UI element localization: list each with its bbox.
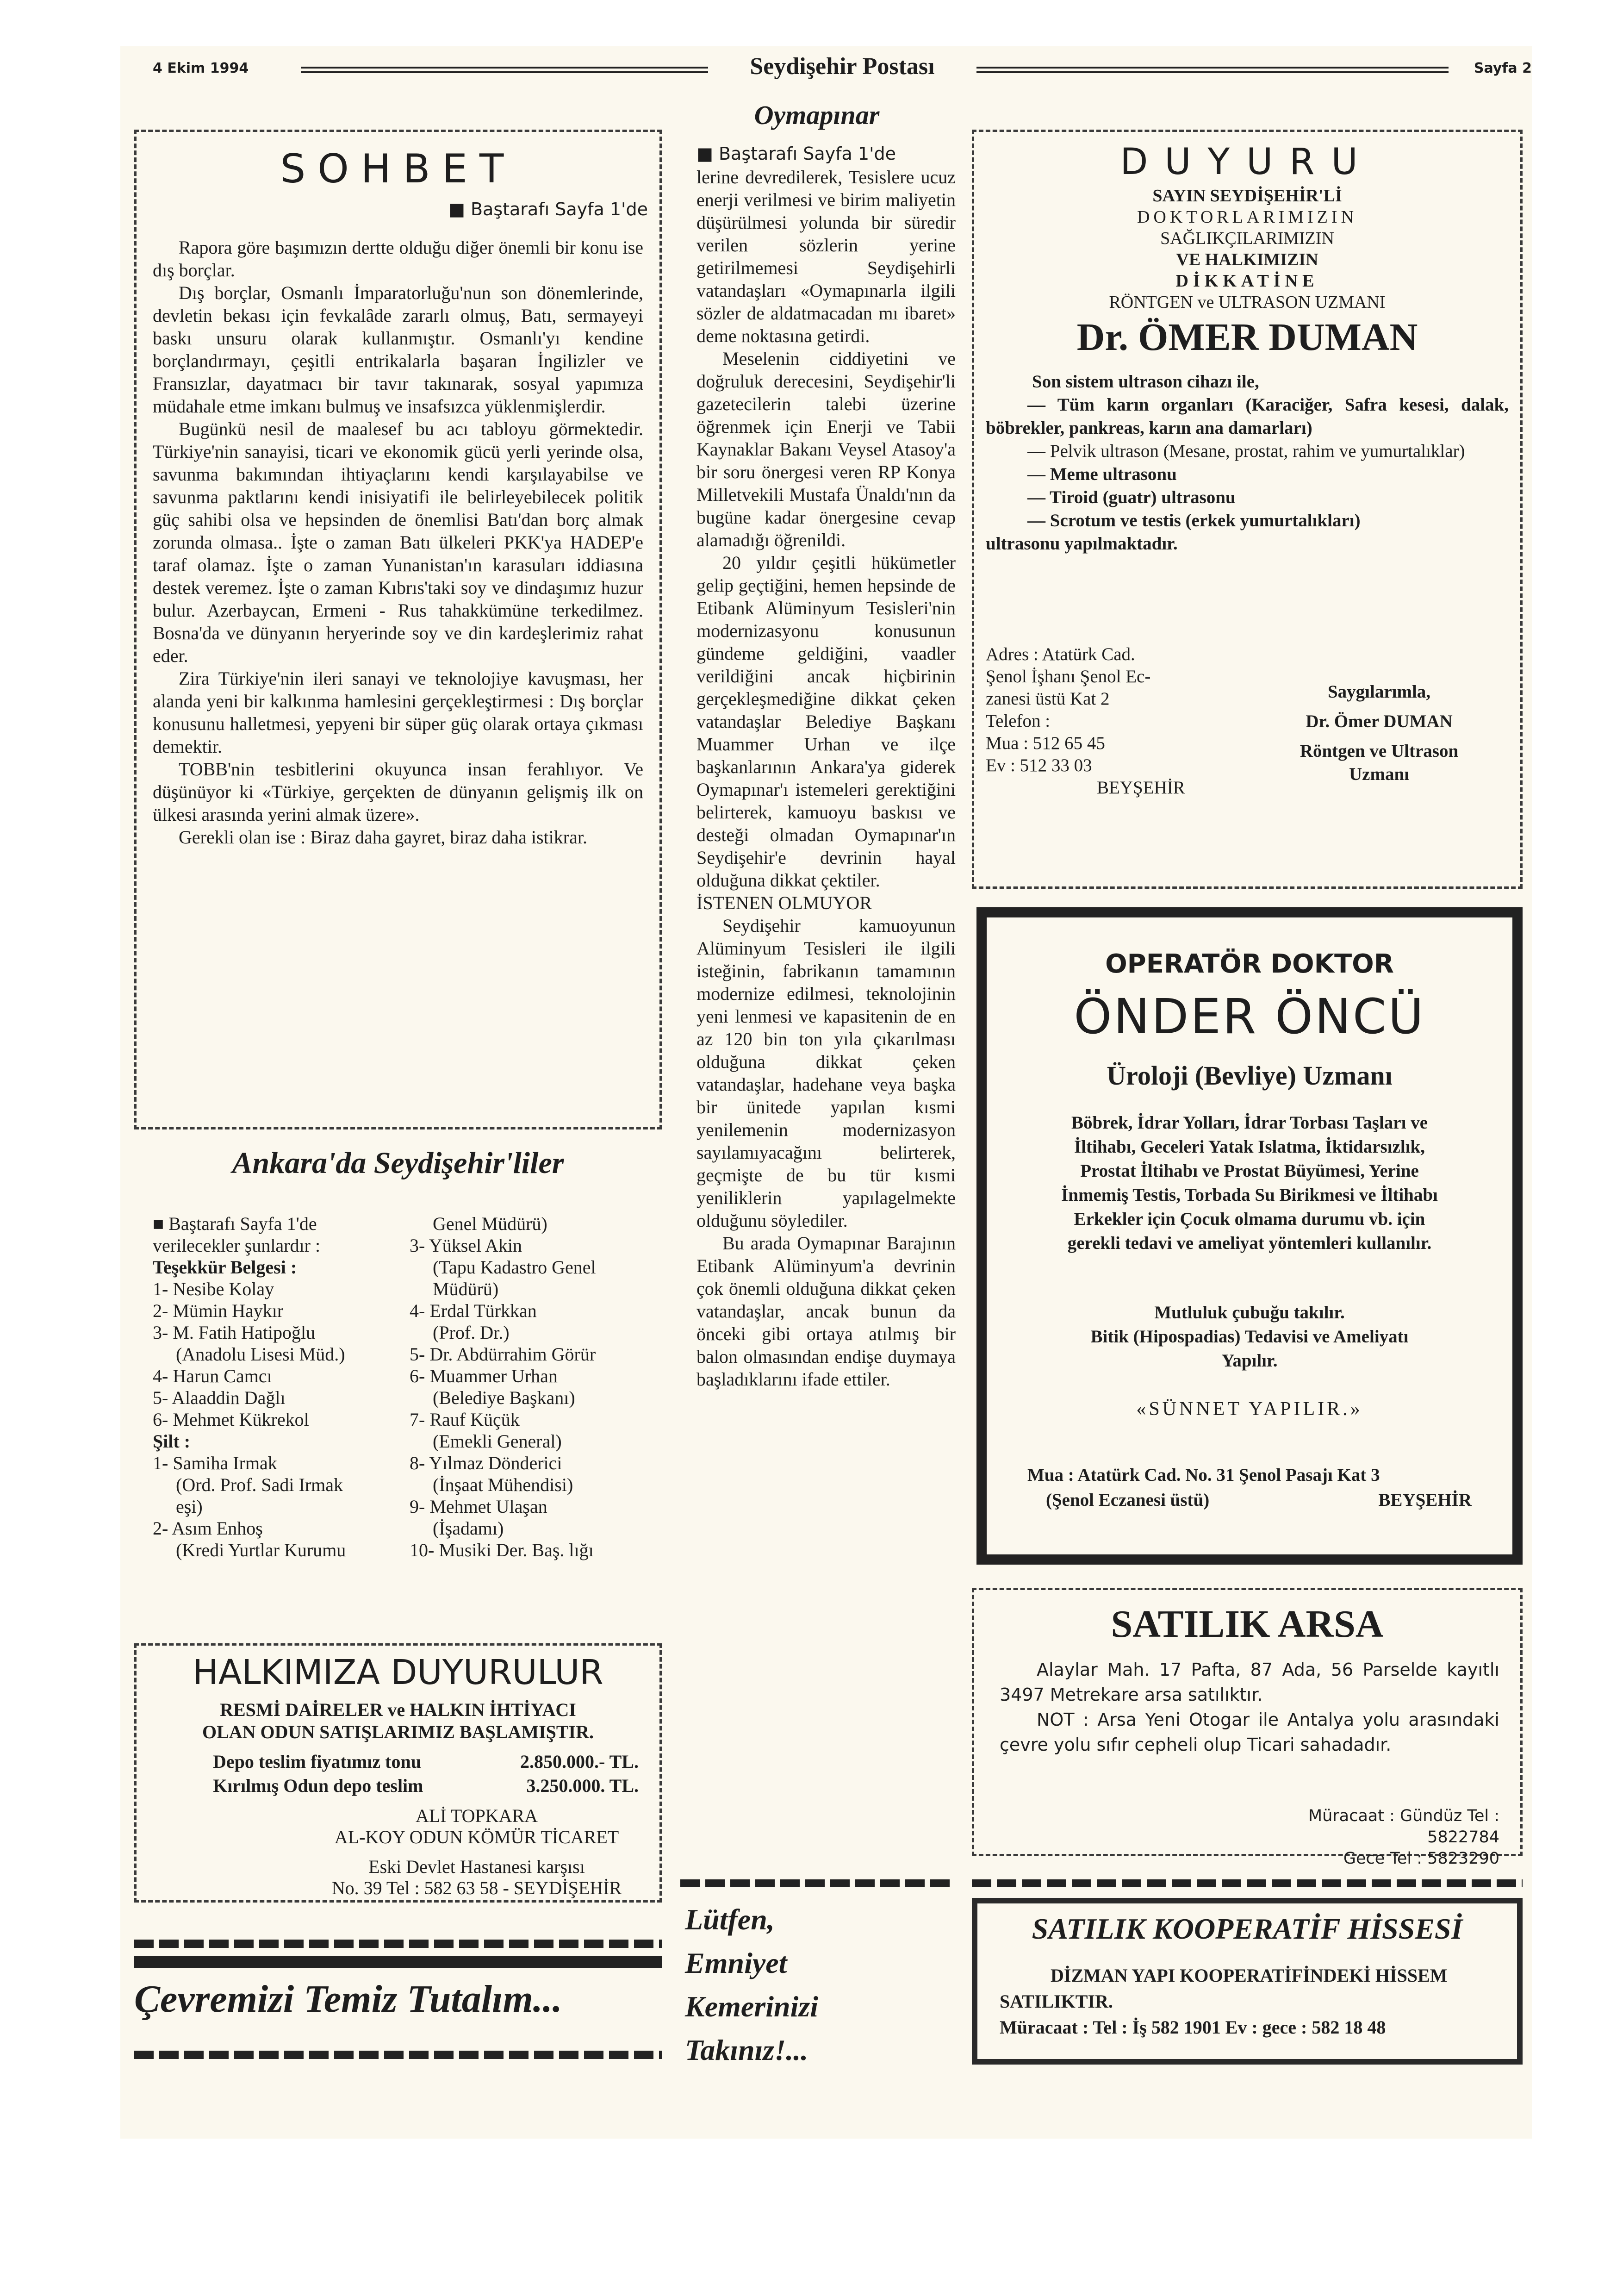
ankara-line: verilecekler şunlardır : (153, 1235, 321, 1256)
slogan-line: Kemerinizi (685, 1990, 819, 2023)
sohbet-paragraph: Zira Türkiye'nin ileri sanayi ve teknolojiye kavuşması, her alanda yeni bir kalkınma hamlesini gerçekleştirmesi : Dış borçlar konusunu halletmesi, yepyeni bir süper güç olarak ortaya çıkması demektir. (153, 668, 643, 757)
koop-line: DİZMAN YAPI KOOPERATİFİNDEKİ HİSSEM (1051, 1965, 1448, 1986)
sohbet-title: SOHBET (280, 146, 516, 192)
duyuru-address (986, 643, 1236, 799)
ankara-line: 5- Dr. Abdürrahim Görür (410, 1344, 596, 1365)
price-value: 3.250.000. TL. (526, 1775, 639, 1796)
onder-address-line: (Şenol Eczanesi üstü) (1046, 1490, 1210, 1510)
ankara-line: (Tapu Kadastro Genel (433, 1257, 596, 1278)
service-item: — Tiroid (guatr) ultrasonu (1027, 487, 1236, 507)
koop-body (1000, 1963, 1509, 2040)
signature-line: Röntgen ve Ultrason (1300, 741, 1459, 761)
address-line: Mua : 512 65 45 (986, 733, 1105, 753)
duyuru-title: DUYURU (1120, 141, 1374, 183)
masthead-rule-left (301, 67, 708, 73)
service-item: — Pelvik ultrason (Mesane, prostat, rahim ve yumurtalıklar) (1027, 441, 1465, 461)
oymapinar-continued: ■ Baştarafı Sayfa 1'de (696, 144, 896, 164)
signature-line: Saygılarımla, (1327, 682, 1431, 702)
ankara-line: 1- Nesibe Kolay (153, 1279, 274, 1299)
halkimiza-title: HALKIMIZA DUYURULUR (193, 1653, 603, 1692)
ankara-line: 9- Mehmet Ulaşan (410, 1496, 547, 1517)
slogan-line: Takınız!... (685, 2034, 808, 2066)
price-label: Kırılmış Odun depo teslim (213, 1775, 423, 1796)
arsa-contact-line: Gece Tel : 5823290 (1343, 1849, 1499, 1868)
address-city: BEYŞEHİR (1097, 778, 1185, 798)
ankara-line: 3- Yüksel Akin (410, 1235, 522, 1256)
address-line: Adres : Atatürk Cad. (986, 644, 1135, 664)
onder-address-line: Mua : Atatürk Cad. No. 31 Şenol Pasajı Kat 3 (1027, 1465, 1380, 1485)
treatment-line: İnmemiş Testis, Torbada Su Birikmesi ve İltihabı (1061, 1185, 1438, 1205)
sohbet-continued: ■ Baştarafı Sayfa 1'de (448, 199, 648, 219)
duyuru-line: VE HALKIMIZIN (1176, 250, 1318, 269)
oymapinar-paragraph: 20 yıldır çeşitli hükümetler gelip geçtiğini, hemen hepsinde de Etibank Alüminyum Tesisleri'nin modernizasyonu konusunun gündeme geldiğini, vaadler verildiğini ancak hiçbirinin gerçekleşmediğine dikkat çeken vatandaşlar Belediye Başkanı Muammer Urhan ve ilçe başkanlarının Ankara'ya giderek Oymapınar'ı istemeleri gerektiğini belirterek, kamuoyu baskısı ve desteği olmadan Oymapınar'ın Seydişehir'e devrinin hayal olduğuna dikkat çektiler. (696, 552, 956, 891)
ankara-line: Teşekkür Belgesi : (153, 1257, 297, 1278)
service-item: — Scrotum ve testis (erkek yumurtalıkları) (1027, 511, 1361, 530)
doctor-name: Dr. ÖMER DUMAN (1076, 316, 1418, 359)
ankara-line: 6- Mehmet Kükrekol (153, 1409, 309, 1430)
cevre-rule-mid (134, 1956, 662, 1968)
ankara-line: 1- Samiha Irmak (153, 1453, 277, 1473)
cevre-rule-top (134, 1940, 662, 1948)
seller-line: Eski Devlet Hastanesi karşısı (368, 1856, 585, 1877)
sohbet-paragraph: TOBB'nin tesbitlerini okuyunca insan ferahlıyor. Ve düşünüyor ki «Türkiye, gerçekten de dünyanın gelişmiş ilk on ülkesi arasında yerini almak üzere». (153, 759, 643, 825)
seller-line: No. 39 Tel : 582 63 58 - SEYDİŞEHİR (331, 1878, 622, 1898)
koop-title: SATILIK KOOPERATİF HİSSESİ (1032, 1912, 1463, 1945)
ankara-line: ■ Baştarafı Sayfa 1'de (153, 1213, 317, 1234)
ankara-line: 6- Muammer Urhan (410, 1366, 558, 1386)
ankara-line: Şilt : (153, 1431, 191, 1452)
ankara-title: Ankara'da Seydişehir'liler (232, 1146, 564, 1180)
onder-title: OPERATÖR DOKTOR (1105, 949, 1394, 979)
ankara-line: (İnşaat Mühendisi) (433, 1474, 573, 1495)
oymapinar-paragraph: lerine devredilerek, Tesislere ucuz enerji verilmesi ve birim maliyetin düşürülmesi yolunda bir süredir verilen sözlerin yerine getirilmemesi Seydişehirli vatandaşları «Oymapınarla ilgili sözler de aldatmacadan mı ibaret» deme noktasına getirdi. (696, 167, 956, 346)
treatment-line: Prostat İltihabı ve Prostat Büyümesi, Yerine (1080, 1161, 1419, 1181)
sunnet-text: «SÜNNET YAPILIR.» (1136, 1398, 1363, 1420)
halkimiza-sub-line: RESMİ DAİRELER ve HALKIN İHTİYACI (220, 1699, 576, 1720)
extra-line: Bitik (Hipospadias) Tedavisi ve Ameliyatı (1090, 1327, 1409, 1347)
ankara-line: 7- Rauf Küçük (410, 1409, 520, 1430)
address-line: zanesi üstü Kat 2 (986, 689, 1110, 709)
arsa-contact (1231, 1805, 1499, 1869)
signature-line: Dr. Ömer DUMAN (1306, 711, 1453, 731)
treatment-line: gerekli tedavi ve ameliyat yöntemleri kullanılır. (1067, 1233, 1432, 1253)
price-label: Depo teslim fiyatımız tonu (213, 1751, 421, 1772)
duyuru-signature (1250, 680, 1509, 786)
ankara-line: 8- Yılmaz Dönderici (410, 1453, 562, 1473)
sohbet-body (153, 236, 643, 849)
extra-line: Mutluluk çubuğu takılır. (1154, 1303, 1345, 1323)
treatment-line: İltihabı, Geceleri Yatak Islatma, İktidarsızlık, (1074, 1137, 1425, 1157)
oymapinar-paragraph: Bu arada Oymapınar Barajının Etibank Alüminyum'a devrinin çok önemli olduğuna dikkat çeken vatandaşlar, ancak bunun da önceki gibi ortaya atılmış bir balon olmasından endişe duymaya başladıklarını ifade ettiler. (696, 1233, 956, 1390)
ankara-line: 2- Asım Enhoş (153, 1518, 263, 1539)
masthead-rule-right (976, 67, 1449, 73)
ankara-left-column (153, 1213, 396, 1561)
ankara-body (153, 1213, 653, 1561)
address-line: Ev : 512 33 03 (986, 755, 1092, 775)
emniyet-rule-top (680, 1879, 953, 1887)
ankara-line: (Prof. Dr.) (433, 1322, 510, 1343)
oymapinar-paragraph: Seydişehir kamuoyunun Alüminyum Tesisleri ile ilgili isteğinin, fabrikanın tamamının modernize edilmesi, teknolojinin yeni lenmesi ve kapasitenin de en az 120 bin ton yıla çıkarılması olduğuna dikkat çeken vatandaşlar, hadehane veya başka bir ünitede yapılan kısmi yenilemenin modernizasyon sayılamıyacağını belirterek, geçmişte de bu tür kısmi yeniliklerin yapılagelmekte olduğunu söylediler. (696, 915, 956, 1231)
sohbet-cont-label: Baştarafı Sayfa 1'de (470, 199, 648, 219)
halkimiza-sub-line: OLAN ODUN SATIŞLARIMIZ BAŞLAMIŞTIR. (202, 1722, 594, 1742)
treatment-line: Erkekler için Çocuk olmama durumu vb. için (1074, 1209, 1425, 1229)
seller-line: AL-KOY ODUN KÖMÜR TİCARET (334, 1827, 619, 1847)
sohbet-paragraph: Rapora göre başımızın dertte olduğu diğer önemli bir konu ise dış borçlar. (153, 237, 643, 281)
slogan-emniyet (685, 1898, 953, 2072)
ankara-right-column (396, 1213, 653, 1561)
slogan-line: Lütfen, (685, 1903, 775, 1936)
oymapinar-title: Oymapınar (754, 100, 880, 130)
halkimiza-sub (139, 1699, 657, 1743)
onder-extra (990, 1301, 1509, 1373)
ankara-line: (Kredi Yurtlar Kurumu (176, 1540, 346, 1560)
seller-line: ALİ TOPKARA (415, 1805, 538, 1826)
ankara-line: (Ord. Prof. Sadi Irmak (176, 1474, 343, 1495)
arsa-contact-line: Müracaat : Gündüz Tel : 5822784 (1308, 1807, 1499, 1847)
koop-line: Müracaat : Tel : İş 582 1901 Ev : gece : 582 18 48 (1000, 2017, 1386, 2038)
signature-line: Uzmanı (1349, 764, 1409, 784)
ankara-line: 4- Harun Camcı (153, 1366, 272, 1386)
duyuru-services (986, 370, 1509, 555)
ankara-line: Genel Müdürü) (433, 1213, 547, 1234)
ankara-line: 5- Alaaddin Dağlı (153, 1387, 286, 1408)
ankara-line: (İşadamı) (433, 1518, 504, 1539)
duyuru-outro: ultrasonu yapılmaktadır. (986, 534, 1178, 554)
duyuru-line: DOKTORLARIMIZIN (1137, 207, 1358, 227)
ankara-line: eşi) (176, 1496, 203, 1517)
extra-line: Yapılır. (1221, 1351, 1278, 1371)
duyuru-line: RÖNTGEN ve ULTRASON UZMANI (1109, 293, 1386, 312)
ankara-line: 3- M. Fatih Hatipoğlu (153, 1322, 316, 1343)
halkimiza-prices (481, 1750, 639, 1798)
ankara-line: 4- Erdal Türkkan (410, 1300, 537, 1321)
halkimiza-seller (315, 1805, 639, 1899)
duyuru-header (976, 185, 1518, 313)
sohbet-paragraph: Dış borçlar, Osmanlı İmparatorluğu'nun son dönemlerinde, devletin bekası için fevkalâde zararlı olmuş, Batı, sermayeyi baskı unsuru olarak kullanmıştır. Osmanlı'yı kendine borçlandırmayı, çeşitli entrikalarla başaran İngilizler ve Fransızlar, dayatmacı bir tavır takınarak, sosyal yapımıza müdahale etme imkanı bulmuş ve insafsızca yüklenmişlerdir. (153, 282, 643, 417)
ankara-line: (Belediye Başkanı) (433, 1387, 575, 1408)
page-number: Sayfa 2 (1474, 60, 1532, 76)
duyuru-line: SAĞLIKÇILARIMIZIN (1160, 229, 1334, 248)
halkimiza-price-labels (213, 1750, 472, 1798)
onder-specialty: Üroloji (Bevliye) Uzmanı (1107, 1061, 1393, 1091)
oymapinar-paragraph: Meselenin ciddiyetini ve doğruluk derecesini, Seydişehir'li gazetecilerin talebi üzerine öğrenmek için Enerji ve Tabii Kaynaklar Bakanı Veysel Atasoy'a bir soru önergesi veren RP Konya Milletvekili Mustafa Ünaldı'nın da bugüne kadar önergesine cevap alamadığı öğrenildi. (696, 348, 956, 550)
arsa-body (1000, 1657, 1499, 1757)
oymapinar-subheading: İSTENEN OLMUYOR (696, 892, 872, 913)
ankara-line: 2- Mümin Haykır (153, 1300, 284, 1321)
service-item: — Meme ultrasonu (1027, 464, 1177, 484)
cevre-rule-bottom (134, 2051, 662, 2059)
onder-address (1009, 1463, 1499, 1513)
koop-line: SATILIKTIR. (1000, 1991, 1113, 2012)
arsa-note: NOT : Arsa Yeni Otogar ile Antalya yolu arasındaki çevre yolu sıfır cepheli olup Ticari sahadadır. (1000, 1710, 1499, 1755)
sohbet-paragraph: Bugünkü nesil de maalesef bu acı tabloyu görmektedir. Türkiye'nin sanayisi, ticari ve ekonomik gücü yerli yerinde olsa, savunma bakımından ihtiyaçlarını kendi karşılayabilse ve savunma paktlarını kendi inisiyatifi ile belirleyebilecek politik güç sahibi olsa ve hepsinden de önemlisi Batı'dan borç almak zorunda olmasa.. İşte o zaman Batı ülkeleri PKK'ya HADEP'e taraf olamaz. İşte o zaman Yunanistan'ın karasuları iddiasına destek veremez. İşte o zaman Kıbrıs'taki soy ve dindaşımız huzur bulur. Azerbaycan, Ermeni - Rus tahakkümüne terkedilmez. Bosna'da ve dünyanın heryerinde soy ve din kardeşlerimiz rahat eder. (153, 418, 643, 666)
price-value: 2.850.000.- TL. (520, 1751, 639, 1772)
treatment-line: Böbrek, İdrar Yolları, İdrar Torbası Taşları ve (1071, 1113, 1428, 1133)
sohbet-paragraph: Gerekli olan ise : Biraz daha gayret, biraz daha istikrar. (179, 827, 587, 848)
issue-date: 4 Ekim 1994 (153, 60, 249, 76)
address-line: Şenol İşhanı Şenol Ec- (986, 667, 1151, 686)
ankara-line: (Anadolu Lisesi Müd.) (176, 1344, 345, 1365)
oymapinar-body (696, 166, 956, 1391)
arsa-text: Alaylar Mah. 17 Pafta, 87 Ada, 56 Parselde kayıtlı 3497 Metrekare arsa satılıktır. (1000, 1660, 1499, 1705)
duyuru-intro: Son sistem ultrason cihazı ile, (1032, 372, 1259, 392)
service-item: — Tüm karın organları (Karaciğer, Safra kesesi, dalak, böbrekler, pankreas, karın ana damarları) (986, 395, 1509, 438)
ankara-line: (Emekli General) (433, 1431, 562, 1452)
address-line: Telefon : (986, 711, 1051, 731)
koop-rule-top (972, 1879, 1523, 1887)
oymapinar-cont-label: Baştarafı Sayfa 1'de (718, 144, 896, 164)
paper-sheet (120, 46, 1532, 2139)
duyuru-line: DİKKATİNE (1175, 271, 1319, 291)
arsa-title: SATILIK ARSA (1111, 1603, 1384, 1646)
duyuru-line: SAYIN SEYDİŞEHİR'Lİ (1152, 186, 1342, 206)
slogan-cevremizi: Çevremizi Temiz Tutalım... (134, 1978, 562, 2021)
onder-name: ÖNDER ÖNCÜ (1074, 988, 1425, 1045)
onder-city: BEYŞEHİR (1378, 1490, 1472, 1510)
onder-treatments (990, 1111, 1509, 1255)
slogan-line: Emniyet (685, 1947, 787, 1979)
paper-name: Seydişehir Postası (750, 53, 935, 80)
ankara-line: Müdürü) (433, 1279, 499, 1299)
ankara-line: 10- Musiki Der. Baş. lığı (410, 1540, 594, 1560)
